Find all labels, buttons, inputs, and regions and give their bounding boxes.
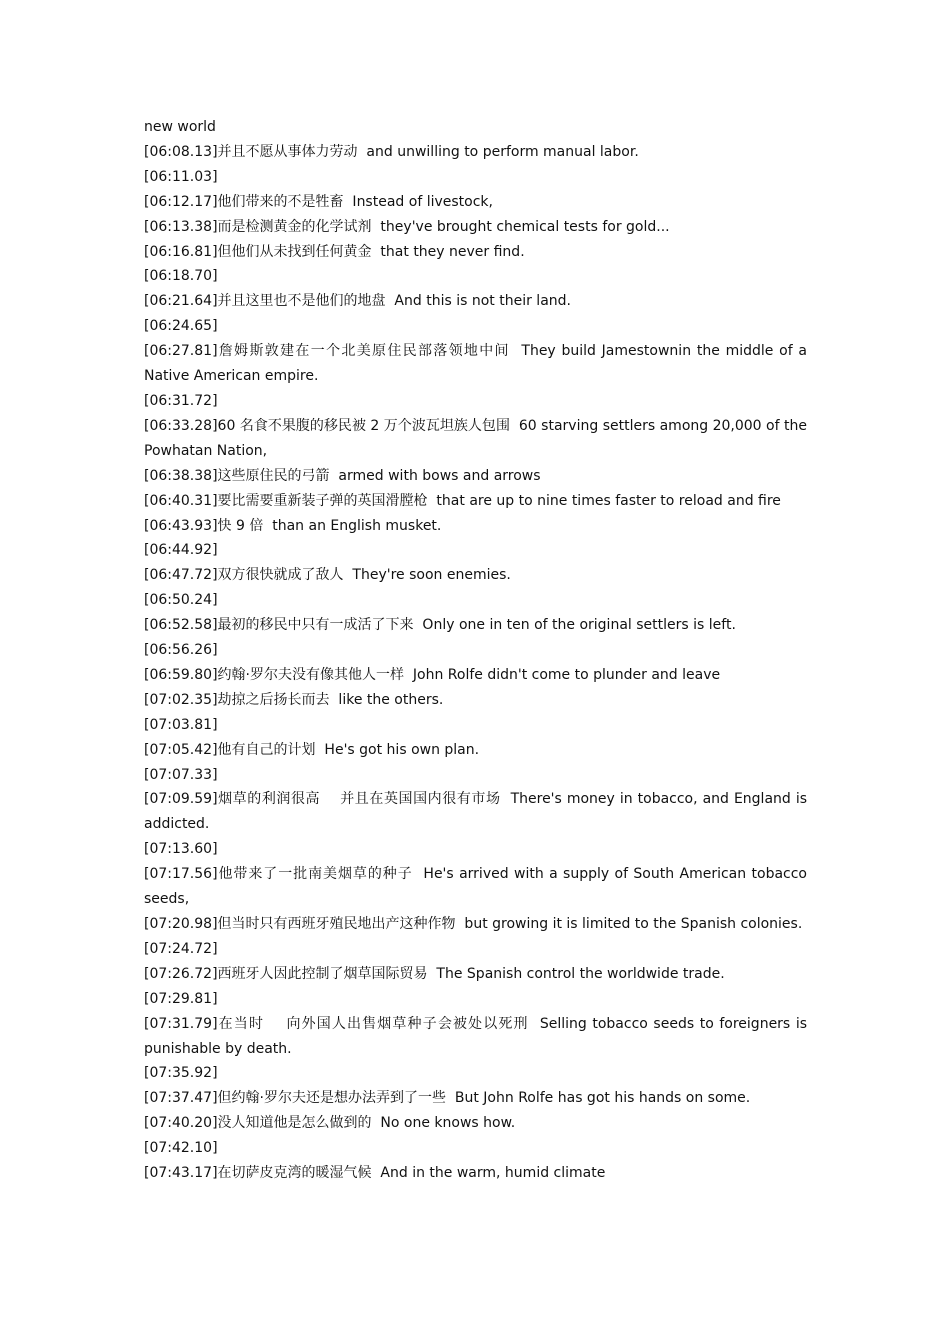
- transcript-line: [06:18.70]: [144, 268, 218, 285]
- transcript-body: [144, 115, 812, 1186]
- transcript-line: [07:37.47]但约翰·罗尔夫还是想办法弄到了一些 But John Rolfe has got his hands on some.: [144, 1090, 751, 1107]
- transcript-line: [06:59.80]约翰·罗尔夫没有像其他人一样 John Rolfe didn't come to plunder and leave: [144, 666, 721, 683]
- transcript-line: [06:44.92]: [144, 542, 218, 559]
- transcript-line: [07:40.20]没人知道他是怎么做到的 No one knows how.: [144, 1115, 516, 1132]
- transcript-line: [06:13.38]而是检测黄金的化学试剂 they've brought chemical tests for gold...: [144, 218, 670, 235]
- transcript-line: [07:20.98]但当时只有西班牙殖民地出产这种作物 but growing it is limited to the Spanish colonies.: [144, 916, 803, 932]
- transcript-line: [06:11.03]: [144, 168, 218, 185]
- transcript-line: [07:05.42]他有自己的计划 He's got his own plan.: [144, 741, 480, 758]
- transcript-line: [06:50.24]: [144, 592, 218, 609]
- transcript-line: [07:02.35]劫掠之后扬长而去 like the others.: [144, 691, 444, 708]
- transcript-line: [07:09.59]烟草的利润很高 并且在英国国内很有市场 There's money in tobacco, and England is addicted.: [144, 791, 812, 833]
- transcript-line: [06:43.93]快 9 倍 than an English musket.: [144, 517, 442, 534]
- transcript-line: [07:24.72]: [144, 940, 218, 957]
- transcript-line: [06:27.81]詹姆斯敦建在一个北美原住民部落领地中间 They build Jamestownin the middle of a Native American empire.: [144, 343, 812, 385]
- transcript-line: [06:24.65]: [144, 318, 218, 335]
- transcript-line: [06:16.81]但他们从未找到任何黄金 that they never find.: [144, 243, 525, 260]
- transcript-line: [06:31.72]: [144, 392, 218, 409]
- transcript-line: [06:52.58]最初的移民中只有一成活了下来 Only one in ten of the original settlers is left.: [144, 617, 736, 634]
- transcript-line: [07:35.92]: [144, 1065, 218, 1082]
- transcript-line: [06:56.26]: [144, 642, 218, 659]
- transcript-line: [06:21.64]并且这里也不是他们的地盘 And this is not their land.: [144, 293, 571, 310]
- transcript-line: [07:03.81]: [144, 716, 218, 733]
- transcript-line: [07:13.60]: [144, 841, 218, 858]
- transcript-line: [06:12.17]他们带来的不是牲畜 Instead of livestock,: [144, 193, 493, 210]
- transcript-line: [07:07.33]: [144, 766, 218, 783]
- transcript-line: [06:40.31]要比需要重新装子弹的英国滑膛枪 that are up to nine times faster to reload and fire: [144, 492, 781, 509]
- transcript-line: [06:38.38]这些原住民的弓箭 armed with bows and arrows: [144, 467, 541, 484]
- transcript-line: [07:42.10]: [144, 1140, 218, 1157]
- transcript-line: [07:17.56]他带来了一批南美烟草的种子 He's arrived with a supply of South American tobacco seeds,: [144, 866, 812, 908]
- transcript-line: [07:26.72]西班牙人因此控制了烟草国际贸易 The Spanish control the worldwide trade.: [144, 965, 725, 982]
- transcript-line: new world: [144, 119, 216, 135]
- transcript-line: [06:33.28]60 名食不果腹的移民被 2 万个波瓦坦族人包围 60 starving settlers among 20,000 of the Powhatan Nation,: [144, 417, 812, 459]
- transcript-line: [06:08.13]并且不愿从事体力劳动 and unwilling to perform manual labor.: [144, 143, 639, 160]
- transcript-line: [07:43.17]在切萨皮克湾的暖湿气候 And in the warm, humid climate: [144, 1165, 606, 1182]
- transcript-line: [06:47.72]双方很快就成了敌人 They're soon enemies.: [144, 567, 511, 584]
- transcript-line: [07:29.81]: [144, 990, 218, 1007]
- transcript-line: [07:31.79]在当时 向外国人出售烟草种子会被处以死刑 Selling tobacco seeds to foreigners is punishable by death.: [144, 1015, 812, 1057]
